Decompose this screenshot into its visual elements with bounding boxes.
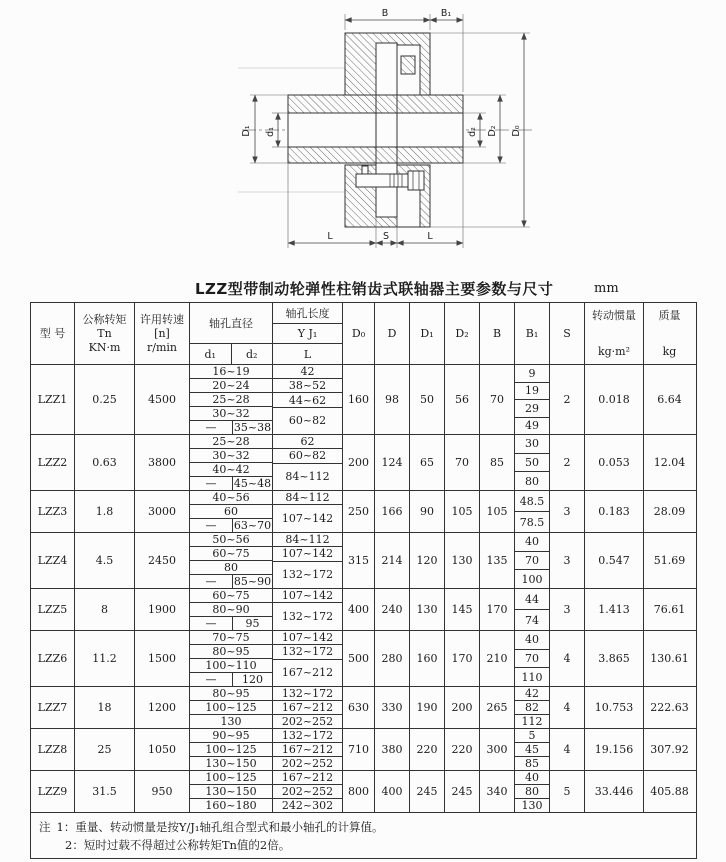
length-cell: 167~212	[273, 700, 342, 714]
B1-cell: 40	[525, 633, 539, 647]
length-cell: 60~82	[273, 448, 342, 462]
table-row-block	[31, 686, 696, 728]
bore-column	[189, 729, 272, 770]
bore-d2: 95	[232, 617, 272, 630]
header-bore-diameter	[189, 303, 272, 364]
note-text-1: 1：重量、转动惯量是按Y/J₁轴孔组合型式和最小轴孔的计算值。	[56, 820, 384, 834]
dim-label-d1: d₁	[265, 127, 276, 137]
D1-cell: 220	[409, 729, 444, 770]
length-cell: 132~172	[273, 602, 342, 630]
D0-cell: 400	[342, 589, 374, 630]
speed-cell: 1050	[134, 729, 189, 770]
inertia-cell: 0.183	[584, 491, 643, 532]
B1-cell: 112	[515, 714, 549, 728]
bore-column	[189, 589, 272, 630]
header-model: 型 号	[39, 326, 66, 340]
length-cell: 167~212	[273, 659, 342, 687]
inertia-cell: 33.446	[584, 771, 643, 812]
D-cell: 124	[374, 435, 409, 490]
header-D: D	[374, 303, 409, 364]
note-line-1	[39, 818, 688, 836]
table-row-block	[31, 532, 696, 588]
B-cell: 135	[479, 533, 514, 588]
dim-label-D0: D₀	[511, 125, 522, 137]
bore-d2: 85~90	[233, 575, 272, 588]
inertia-cell: 10.753	[584, 687, 643, 728]
D0-cell: 500	[342, 631, 374, 686]
bore-column	[189, 435, 272, 490]
header-speed-line: [n]	[154, 326, 170, 340]
header-torque-line: KN·m	[88, 341, 121, 355]
torque-cell: 11.2	[74, 631, 134, 686]
D2-cell: 70	[444, 435, 479, 490]
B-cell: 210	[479, 631, 514, 686]
length-cell: 107~142	[281, 631, 334, 645]
bore-row: 30~32	[190, 406, 272, 420]
header-d2: d₂	[231, 344, 273, 364]
header-inertia-unit: kg·m²	[597, 344, 631, 358]
mass-cell: 6.64	[643, 365, 695, 434]
B1-cell: 42	[525, 687, 539, 700]
D-cell: 400	[374, 771, 409, 812]
speed-cell: 1200	[134, 687, 189, 728]
header-inertia-title: 转动惯量	[592, 309, 636, 322]
B-cell: 265	[479, 687, 514, 728]
speed-cell: 1900	[134, 589, 189, 630]
header-speed-line: r/min	[147, 341, 177, 355]
length-cell: 84~112	[285, 533, 330, 547]
header-length-title: 轴孔长度	[285, 306, 330, 320]
B-cell: 105	[479, 491, 514, 532]
header-mass-title: 质量	[658, 309, 681, 322]
header-L: L	[273, 343, 342, 364]
length-cell: 84~112	[273, 463, 342, 491]
bore-d1: —	[205, 673, 217, 686]
title-bar	[0, 276, 726, 302]
torque-cell: 1.8	[74, 491, 134, 532]
B1-cell: 40	[525, 535, 539, 549]
B-cell: 170	[479, 589, 514, 630]
bore-column	[189, 631, 272, 686]
torque-cell: 0.63	[74, 435, 134, 490]
S-cell: 5	[549, 771, 584, 812]
model-cell: LZZ6	[37, 651, 68, 665]
D1-cell: 90	[409, 491, 444, 532]
bore-d2: 45~48	[233, 477, 272, 490]
header-speed	[134, 303, 189, 364]
header-B: B	[479, 303, 514, 364]
speed-cell: 3800	[134, 435, 189, 490]
dim-label-S: S	[382, 231, 390, 242]
header-torque	[74, 303, 134, 364]
length-cell: 132~172	[281, 729, 334, 742]
length-cell: 38~52	[273, 378, 342, 392]
inertia-cell: 3.865	[584, 631, 643, 686]
bore-row: 25~28	[212, 435, 250, 448]
D0-cell: 250	[342, 491, 374, 532]
D2-cell: 245	[444, 771, 479, 812]
bore-row: 130	[190, 714, 272, 728]
length-cell: 202~252	[273, 714, 342, 728]
inertia-cell: 0.018	[584, 365, 643, 434]
D2-cell: 130	[444, 533, 479, 588]
header-bore-length	[272, 303, 342, 364]
bore-d2: 35~38	[233, 421, 272, 434]
length-column	[272, 533, 342, 588]
D-cell: 280	[374, 631, 409, 686]
bore-column	[189, 533, 272, 588]
bore-row: 20~24	[190, 378, 272, 392]
header-D2: D₂	[444, 303, 479, 364]
S-cell: 4	[549, 729, 584, 770]
D2-cell: 170	[444, 631, 479, 686]
bore-d1: —	[205, 477, 217, 490]
D1-cell: 190	[409, 687, 444, 728]
bore-row: 130~150	[190, 756, 272, 770]
D1-cell: 50	[409, 365, 444, 434]
model-cell: LZZ3	[37, 504, 68, 518]
speed-cell: 950	[134, 771, 189, 812]
bore-row: 100~125	[205, 771, 257, 784]
bore-row: 160~180	[190, 798, 272, 812]
bore-row: 40~56	[212, 491, 250, 504]
header-B1: B₁	[514, 303, 549, 364]
length-cell: 132~172	[281, 687, 334, 700]
length-cell: 44~62	[273, 392, 342, 406]
length-cell: 107~142	[273, 504, 342, 532]
D0-cell: 710	[342, 729, 374, 770]
B1-cell: 100	[515, 569, 549, 588]
bore-d1: —	[205, 519, 217, 532]
B1-cell: 70	[515, 551, 549, 570]
D0-cell: 630	[342, 687, 374, 728]
B1-column	[514, 435, 549, 490]
mass-cell: 405.88	[643, 771, 695, 812]
bore-row: 100~125	[190, 700, 272, 714]
D-cell: 214	[374, 533, 409, 588]
torque-cell: 31.5	[74, 771, 134, 812]
header-mass-unit: kg	[662, 344, 677, 358]
model-cell: LZZ8	[37, 742, 68, 756]
header-d1: d₁	[204, 347, 216, 361]
length-cell: 167~212	[273, 742, 342, 756]
dim-label-L-right: L	[427, 231, 433, 242]
mass-cell: 76.61	[643, 589, 695, 630]
mass-cell: 307.92	[643, 729, 695, 770]
length-cell: 167~212	[281, 771, 334, 784]
dim-label-D1: D₁	[241, 125, 252, 137]
D2-cell: 220	[444, 729, 479, 770]
bore-d2: 63~70	[233, 519, 272, 532]
S-cell: 4	[549, 631, 584, 686]
header-yj: Y J₁	[273, 323, 342, 344]
bore-row: 60	[190, 504, 272, 518]
model-cell: LZZ2	[37, 455, 68, 469]
model-cell: LZZ4	[37, 553, 68, 567]
D0-cell: 200	[342, 435, 374, 490]
bore-column	[189, 365, 272, 434]
table-row-block	[31, 434, 696, 490]
length-column	[272, 491, 342, 532]
dim-label-L-left: L	[327, 231, 333, 242]
D2-cell: 200	[444, 687, 479, 728]
bore-row: 30~32	[190, 448, 272, 462]
bore-row: 80~95	[190, 644, 272, 658]
B-cell: 70	[479, 365, 514, 434]
note-label: 注	[39, 820, 51, 834]
bore-d1: —	[205, 421, 217, 434]
header-torque-line: Tn	[97, 326, 112, 340]
B1-cell: 74	[515, 609, 549, 630]
B1-cell: 110	[515, 667, 549, 686]
length-cell: 60~82	[273, 407, 342, 434]
B1-cell: 80	[515, 471, 549, 490]
header-inertia	[584, 303, 643, 364]
header-S: S	[549, 303, 584, 364]
bore-row: 100~110	[190, 658, 272, 672]
length-cell: 42	[300, 365, 315, 379]
bore-d1: —	[205, 617, 217, 630]
B1-column	[514, 729, 549, 770]
D1-cell: 160	[409, 631, 444, 686]
mass-cell: 28.09	[643, 491, 695, 532]
model-cell: LZZ1	[37, 392, 68, 406]
S-cell: 3	[549, 589, 584, 630]
length-column	[272, 631, 342, 686]
B1-column	[514, 771, 549, 812]
table-row-block	[31, 588, 696, 630]
B1-column	[514, 365, 549, 434]
torque-cell: 0.25	[74, 365, 134, 434]
inertia-cell: 0.053	[584, 435, 643, 490]
inertia-cell: 0.547	[584, 533, 643, 588]
speed-cell: 3000	[134, 491, 189, 532]
parameters-table	[30, 302, 697, 859]
page-title: LZZ型带制动轮弹性柱销齿式联轴器主要参数与尺寸	[195, 280, 554, 298]
speed-cell: 1500	[134, 631, 189, 686]
length-cell: 132~172	[273, 644, 342, 658]
coupling-body	[288, 33, 463, 227]
B1-cell: 85	[515, 756, 549, 770]
table-row-block	[31, 728, 696, 770]
bore-row	[190, 616, 272, 630]
bore-row: 80~90	[190, 602, 272, 616]
torque-cell: 18	[74, 687, 134, 728]
B1-column	[514, 687, 549, 728]
notes	[31, 812, 696, 858]
D2-cell: 145	[444, 589, 479, 630]
mass-cell: 51.69	[643, 533, 695, 588]
model-cell: LZZ9	[37, 784, 68, 798]
bore-row	[190, 518, 272, 532]
D0-cell: 800	[342, 771, 374, 812]
bore-row: 70~75	[212, 631, 250, 644]
torque-cell: 4.5	[74, 533, 134, 588]
length-cell: 202~252	[273, 756, 342, 770]
speed-cell: 2450	[134, 533, 189, 588]
bore-row: 16~19	[212, 365, 250, 378]
S-cell: 4	[549, 687, 584, 728]
bore-d1: —	[205, 575, 217, 588]
S-cell: 3	[549, 491, 584, 532]
bore-row	[190, 476, 272, 490]
B-cell: 300	[479, 729, 514, 770]
B1-cell: 44	[525, 592, 539, 606]
table-row-block	[31, 630, 696, 686]
B1-cell: 40	[525, 771, 539, 784]
B1-cell: 49	[515, 417, 549, 435]
B1-cell: 80	[515, 784, 549, 798]
table-header	[31, 303, 696, 364]
dim-label-B: B	[381, 8, 389, 19]
bore-row: 100~125	[190, 742, 272, 756]
bore-row: 80~95	[212, 687, 250, 700]
header-torque-line: 公称转矩	[82, 312, 127, 326]
length-cell: 84~112	[285, 491, 330, 505]
length-cell: 202~252	[273, 784, 342, 798]
bore-row: 60~75	[212, 589, 250, 602]
header-speed-line: 许用转速	[140, 312, 184, 326]
length-column	[272, 687, 342, 728]
torque-cell: 8	[74, 589, 134, 630]
B1-column	[514, 631, 549, 686]
bore-column	[189, 491, 272, 532]
table-row-block	[31, 770, 696, 812]
D-cell: 98	[374, 365, 409, 434]
coupling-section-drawing	[0, 0, 726, 276]
header-mass	[643, 303, 695, 364]
mass-cell: 12.04	[643, 435, 695, 490]
unit-label: mm	[594, 281, 619, 296]
dim-label-B1: B₁	[440, 8, 452, 19]
dim-label-D2: D₂	[487, 125, 498, 137]
header-bore-title: 轴孔直径	[209, 317, 253, 330]
B1-cell: 48.5	[519, 494, 545, 508]
bore-row: 90~95	[212, 729, 250, 742]
B1-cell: 50	[515, 453, 549, 472]
length-cell: 132~172	[273, 561, 342, 589]
B1-cell: 82	[515, 700, 549, 714]
model-cell: LZZ7	[37, 700, 68, 714]
B1-cell: 19	[515, 382, 549, 400]
torque-cell: 25	[74, 729, 134, 770]
S-cell: 2	[549, 435, 584, 490]
table-row-block	[31, 490, 696, 532]
inertia-cell: 1.413	[584, 589, 643, 630]
note-line-2	[65, 836, 688, 854]
B1-column	[514, 491, 549, 532]
mass-cell: 222.63	[643, 687, 695, 728]
B1-column	[514, 589, 549, 630]
bore-row: 40~42	[190, 462, 272, 476]
length-column	[272, 771, 342, 812]
length-column	[272, 729, 342, 770]
D2-cell: 105	[444, 491, 479, 532]
header-D0: D₀	[342, 303, 374, 364]
bore-row: 80	[190, 560, 272, 574]
bore-column	[189, 771, 272, 812]
bore-row	[190, 420, 272, 434]
B1-cell: 30	[525, 437, 539, 451]
B1-cell: 5	[528, 729, 536, 742]
B1-cell: 70	[515, 649, 549, 668]
S-cell: 3	[549, 533, 584, 588]
B1-cell: 9	[528, 366, 536, 380]
D1-cell: 245	[409, 771, 444, 812]
bore-row: 50~56	[212, 533, 250, 546]
bore-row	[190, 672, 272, 686]
D1-cell: 120	[409, 533, 444, 588]
B1-cell: 78.5	[515, 511, 549, 532]
length-cell: 107~142	[281, 589, 334, 603]
S-cell: 2	[549, 365, 584, 434]
length-cell: 242~302	[273, 798, 342, 812]
bore-d2: 120	[232, 673, 272, 686]
D-cell: 380	[374, 729, 409, 770]
D-cell: 240	[374, 589, 409, 630]
D-cell: 330	[374, 687, 409, 728]
D0-cell: 160	[342, 365, 374, 434]
bore-row: 130~150	[190, 784, 272, 798]
bore-row: 25~28	[190, 392, 272, 406]
bore-row: 60~75	[190, 546, 272, 560]
B-cell: 340	[479, 771, 514, 812]
bore-row	[190, 574, 272, 588]
length-column	[272, 589, 342, 630]
B1-cell: 130	[515, 798, 549, 812]
D-cell: 166	[374, 491, 409, 532]
B1-cell: 29	[515, 399, 549, 417]
B1-column	[514, 533, 549, 588]
B1-cell: 45	[515, 742, 549, 756]
table-body	[31, 364, 696, 812]
length-cell: 107~142	[273, 546, 342, 560]
D0-cell: 315	[342, 533, 374, 588]
D2-cell: 56	[444, 365, 479, 434]
note-text-2: 2：短时过载不得超过公称转矩Tn值的2倍。	[65, 838, 291, 853]
speed-cell: 4500	[134, 365, 189, 434]
model-cell: LZZ5	[37, 602, 68, 616]
mass-cell: 130.61	[643, 631, 695, 686]
D1-cell: 65	[409, 435, 444, 490]
header-D1: D₁	[409, 303, 444, 364]
dim-label-d2: d₂	[467, 127, 478, 137]
bore-column	[189, 687, 272, 728]
D1-cell: 130	[409, 589, 444, 630]
length-column	[272, 435, 342, 490]
length-column	[272, 365, 342, 434]
inertia-cell: 19.156	[584, 729, 643, 770]
length-cell: 62	[300, 435, 315, 449]
B-cell: 85	[479, 435, 514, 490]
table-row-block	[31, 364, 696, 434]
